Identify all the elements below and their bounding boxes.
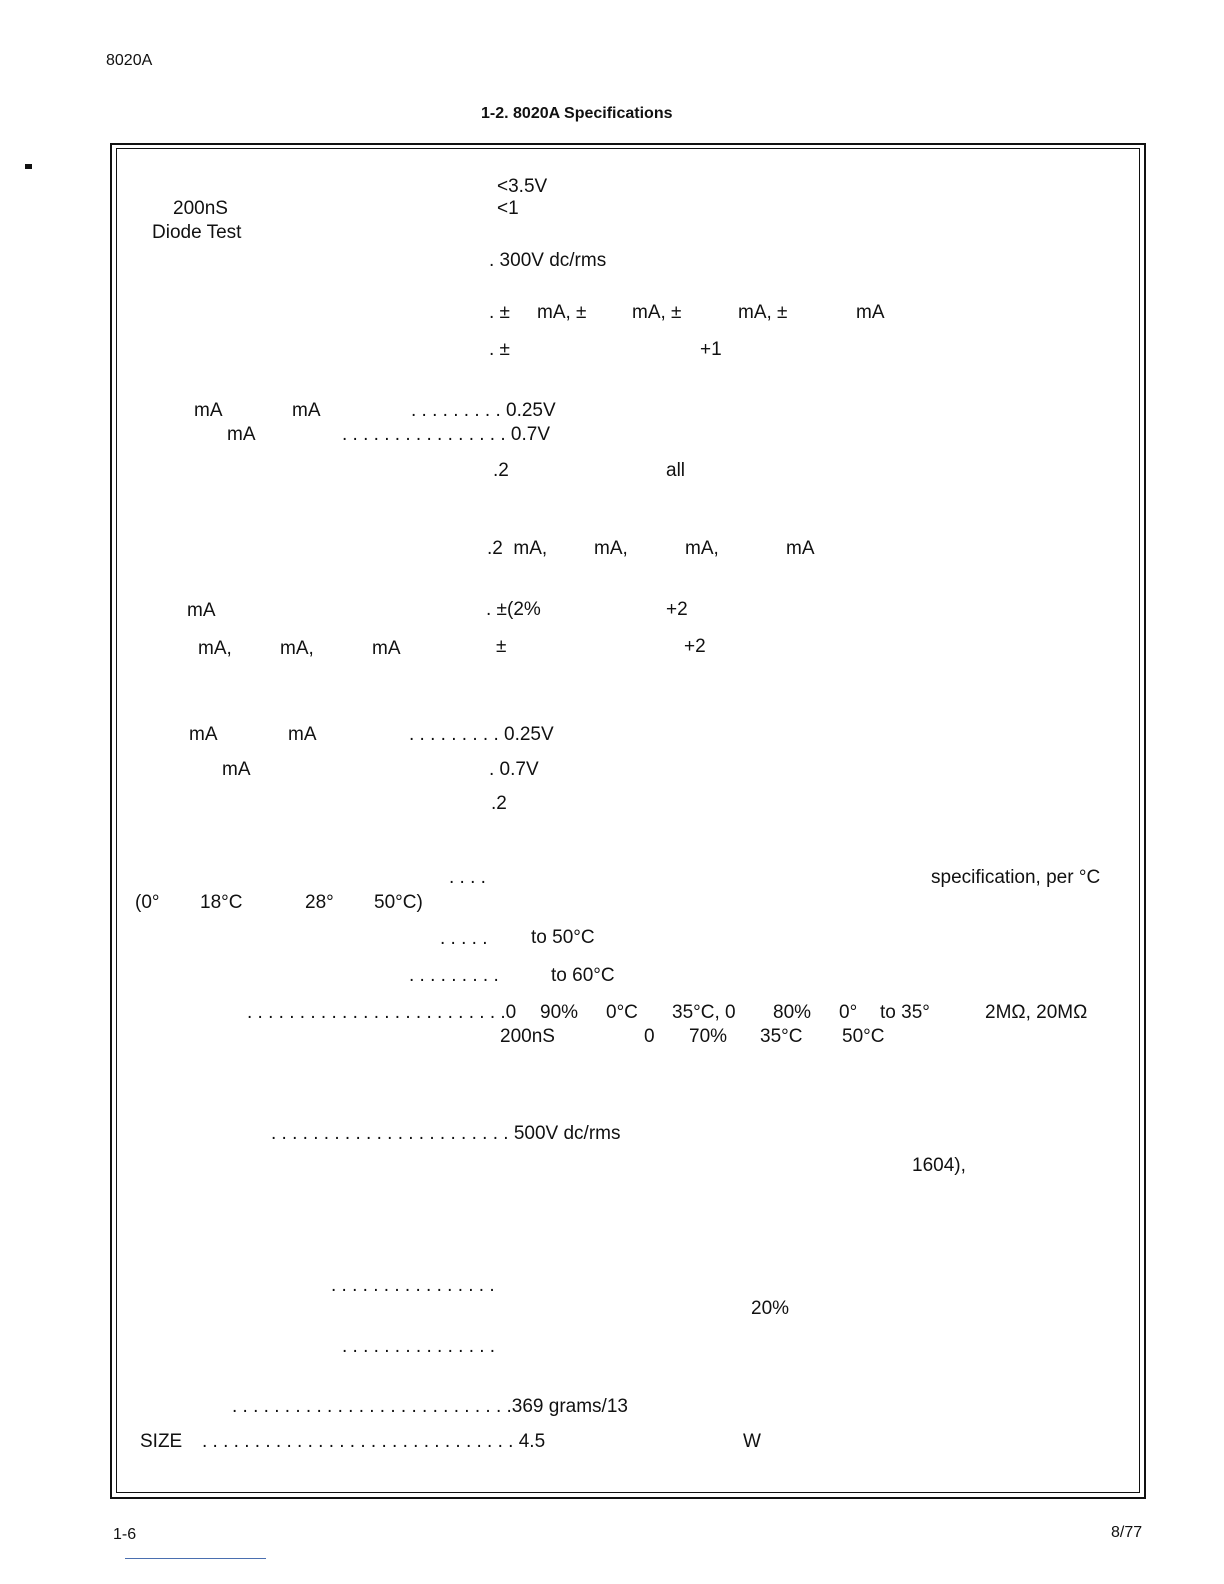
spec-text: mA, ± bbox=[632, 302, 682, 323]
spec-text: mA, bbox=[280, 638, 314, 659]
spec-text: mA bbox=[189, 724, 218, 745]
spec-text: to 60°C bbox=[551, 965, 615, 986]
spec-text: mA bbox=[372, 638, 401, 659]
spec-text: mA bbox=[856, 302, 885, 323]
spec-text: .2 mA, bbox=[487, 538, 548, 559]
spec-text: <3.5V bbox=[497, 176, 548, 197]
spec-text: . . . . . bbox=[440, 928, 488, 949]
spec-text: specification, per °C bbox=[931, 867, 1101, 888]
spec-text: mA, bbox=[594, 538, 628, 559]
spec-text: mA bbox=[187, 600, 216, 621]
spec-text: mA bbox=[227, 424, 256, 445]
spec-text: mA, bbox=[198, 638, 232, 659]
spec-text: . ±(2% bbox=[486, 599, 541, 620]
footer-rule bbox=[125, 1558, 266, 1559]
spec-text: . . . . bbox=[449, 867, 486, 888]
spec-text: 0 bbox=[644, 1026, 655, 1047]
spec-text: . . . . . . . . . 0.25V bbox=[409, 724, 554, 745]
spec-text: . . . . . . . . . . . . . . . . . . . . . . . . . . . . . . 4.5 bbox=[202, 1431, 546, 1452]
spec-text: 80% bbox=[773, 1002, 812, 1023]
spec-text: SIZE bbox=[140, 1431, 183, 1452]
spec-text: .2 bbox=[491, 793, 507, 814]
spec-text: 1604), bbox=[912, 1155, 966, 1176]
page-title: 1-2. 8020A Specifications bbox=[481, 105, 673, 122]
spec-text: . . . . . . . . . . . . . . . bbox=[342, 1336, 496, 1357]
spec-text: .2 bbox=[493, 460, 509, 481]
page-number: 1-6 bbox=[113, 1526, 137, 1543]
margin-mark bbox=[25, 164, 32, 169]
spec-text: ± bbox=[496, 636, 507, 657]
spec-text: mA bbox=[194, 400, 223, 421]
spec-text: 0° bbox=[839, 1002, 858, 1023]
spec-text: 0°C bbox=[606, 1002, 638, 1023]
spec-text: . . . . . . . . . . . . . . . . . . . . . . . . .0 bbox=[247, 1002, 517, 1023]
spec-text: to 35° bbox=[880, 1002, 930, 1023]
spec-text: mA, ± bbox=[537, 302, 587, 323]
spec-text: to 50°C bbox=[531, 927, 595, 948]
spec-text: W bbox=[743, 1431, 761, 1452]
spec-text: 50°C bbox=[842, 1026, 885, 1047]
model-number: 8020A bbox=[106, 52, 153, 69]
spec-text: all bbox=[666, 460, 686, 481]
spec-text: . . . . . . . . . . . . . . . . bbox=[331, 1275, 495, 1296]
spec-text: . . . . . . . . . bbox=[409, 965, 499, 986]
spec-text: 90% bbox=[540, 1002, 579, 1023]
spec-text: 35°C, 0 bbox=[672, 1002, 736, 1023]
spec-text: mA, bbox=[685, 538, 719, 559]
spec-text: . . . . . . . . . . . . . . . . . . . . . . . 500V dc/rms bbox=[271, 1123, 621, 1144]
revision-date: 8/77 bbox=[1111, 1524, 1143, 1541]
spec-text: . ± bbox=[489, 302, 510, 323]
spec-text: . . . . . . . . . . . . . . . . . . . . . . . . . . .369 grams/13 bbox=[232, 1396, 628, 1417]
spec-text: mA bbox=[222, 759, 251, 780]
spec-table-inner-border bbox=[116, 148, 1140, 1493]
spec-text: 35°C bbox=[760, 1026, 803, 1047]
spec-text: . 0.7V bbox=[489, 759, 539, 780]
spec-text: 20% bbox=[751, 1298, 790, 1319]
spec-text: 2MΩ, 20MΩ bbox=[985, 1002, 1088, 1023]
spec-text: mA bbox=[786, 538, 815, 559]
spec-text: <1 bbox=[497, 198, 519, 219]
spec-text: . . . . . . . . . . . . . . . . 0.7V bbox=[342, 424, 551, 445]
spec-text: (0° bbox=[135, 892, 160, 913]
spec-text: 200nS bbox=[173, 198, 228, 219]
spec-text: Diode Test bbox=[152, 222, 242, 243]
spec-text: mA, ± bbox=[738, 302, 788, 323]
spec-text: mA bbox=[292, 400, 321, 421]
spec-text: . . . . . . . . . 0.25V bbox=[411, 400, 556, 421]
spec-text: 18°C bbox=[200, 892, 243, 913]
spec-text: 28° bbox=[305, 892, 334, 913]
spec-text: mA bbox=[288, 724, 317, 745]
spec-text: . 300V dc/rms bbox=[489, 250, 607, 271]
spec-text: +2 bbox=[666, 599, 688, 620]
spec-text: +2 bbox=[684, 636, 706, 657]
spec-text: 50°C) bbox=[374, 892, 423, 913]
spec-text: +1 bbox=[700, 339, 722, 360]
spec-text: . ± bbox=[489, 339, 510, 360]
spec-text: 200nS bbox=[500, 1026, 555, 1047]
spec-text: 70% bbox=[689, 1026, 728, 1047]
